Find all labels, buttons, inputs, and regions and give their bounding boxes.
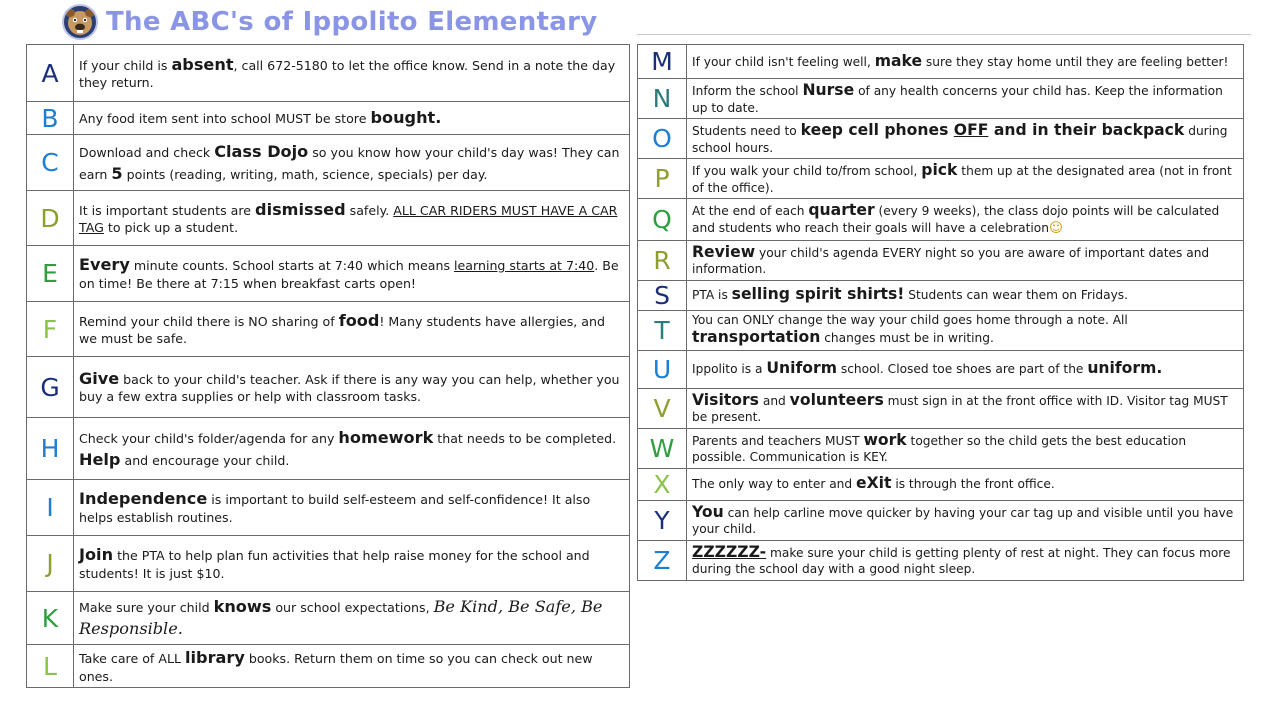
row-letter: R	[638, 240, 687, 280]
text-segment: is through the front office.	[891, 477, 1055, 492]
text-segment: our school expectations,	[271, 600, 434, 616]
page-header	[58, 0, 618, 44]
keyword: 5	[111, 163, 123, 183]
text-segment: learning starts at 7:40	[454, 258, 595, 274]
abc-row-q	[638, 199, 1244, 241]
keyword: knows	[213, 597, 272, 617]
keyword: OFF	[953, 121, 989, 140]
text-segment: back to your child's teacher. Ask if there is any way you can help, whether you buy a few extra supplies or help with classroom tasks.	[79, 371, 620, 405]
row-text	[687, 428, 1244, 468]
text-segment: Take care of ALL	[79, 651, 186, 666]
text-segment: ALL CAR RIDERS MUST HAVE A CAR TAG	[79, 202, 618, 236]
row-letter: N	[638, 79, 687, 119]
keyword: Help	[79, 449, 121, 469]
row-text	[687, 240, 1244, 280]
row-text	[687, 350, 1244, 388]
keyword: Class Dojo	[214, 141, 309, 161]
text-segment: school. Closed toe shoes are part of the	[836, 362, 1088, 377]
row-letter: V	[638, 388, 687, 428]
text-segment: (every 9 weeks), the class dojo points will be calculated and students who reach their goals will have a celebration	[692, 204, 1220, 235]
text-segment: If your child isn't feeling well,	[692, 54, 875, 69]
row-letter: H	[27, 418, 74, 480]
row-text	[74, 645, 630, 688]
abc-table-right	[637, 44, 1244, 581]
abc-row-i	[27, 480, 630, 536]
abc-row-f	[27, 302, 630, 357]
text-segment: . Be on time! Be there at 7:15 when breakfast carts open!	[79, 258, 619, 291]
text-segment: minute counts. School starts at 7:40 which means	[129, 258, 455, 274]
row-text	[74, 102, 630, 135]
row-text	[687, 159, 1244, 199]
abc-row-s	[638, 280, 1244, 310]
text-segment: the PTA to help plan fun activities that help raise money for the school and students! It is just $10.	[79, 548, 590, 581]
keyword: Visitors	[692, 390, 759, 409]
row-text	[74, 45, 630, 102]
text-segment: The only way to enter and	[692, 477, 857, 492]
text-segment: ! Many students have allergies, and we must be safe.	[79, 313, 605, 347]
abc-row-l	[27, 645, 630, 688]
smiley-icon: ☺	[1048, 220, 1063, 236]
text-segment: together so the child gets the best education possible. Communication is KEY.	[692, 433, 1187, 465]
text-segment: during school hours.	[692, 124, 1228, 155]
keyword: uniform.	[1087, 359, 1163, 378]
keyword: quarter	[808, 201, 875, 220]
row-letter: T	[638, 310, 687, 350]
row-letter: E	[27, 246, 74, 302]
row-letter: A	[27, 45, 74, 102]
text-segment: Make sure your child	[79, 600, 214, 616]
text-segment: so you know how your child's day was! They can earn	[79, 144, 620, 182]
abc-row-r	[638, 240, 1244, 280]
row-letter: C	[27, 135, 74, 191]
keyword: bought.	[370, 108, 442, 128]
keyword: make	[874, 51, 923, 70]
text-segment: Be Kind, Be Safe, Be Responsible.	[79, 597, 603, 638]
row-text	[74, 536, 630, 592]
row-text	[74, 191, 630, 246]
abc-row-o	[638, 119, 1244, 159]
row-text	[74, 357, 630, 418]
row-text	[74, 135, 630, 191]
abc-row-m	[638, 45, 1244, 79]
row-letter: L	[27, 645, 74, 688]
keyword: eXit	[856, 474, 892, 493]
keyword: keep cell phones	[800, 121, 954, 140]
row-letter: K	[27, 592, 74, 645]
keyword: food	[338, 310, 380, 330]
abc-row-u	[638, 350, 1244, 388]
abc-row-d	[27, 191, 630, 246]
row-text	[74, 592, 630, 645]
row-letter: D	[27, 191, 74, 246]
text-segment: Check your child's folder/agenda for any	[79, 430, 339, 446]
text-segment: Ippolito is a	[692, 362, 767, 377]
abc-row-x	[638, 468, 1244, 500]
text-segment: Inform the school	[692, 84, 803, 98]
row-text	[687, 199, 1244, 241]
row-letter: I	[27, 480, 74, 536]
row-letter: J	[27, 536, 74, 592]
row-letter: O	[638, 119, 687, 159]
row-letter: P	[638, 159, 687, 199]
keyword: transportation	[692, 328, 821, 347]
text-segment: changes must be in writing.	[820, 331, 994, 346]
keyword: pick	[921, 161, 958, 180]
text-segment: that needs to be completed.	[433, 430, 617, 446]
keyword: ZZZZZZ-	[692, 542, 767, 561]
keyword: Review	[692, 242, 756, 261]
text-segment: Parents and teachers MUST	[692, 433, 864, 448]
row-text	[687, 79, 1244, 119]
bulldog-mascot-icon	[58, 2, 102, 42]
text-segment: your child's agenda EVERY night so you are aware of important dates and information.	[692, 245, 1210, 277]
row-text	[687, 500, 1244, 540]
row-letter: X	[638, 468, 687, 500]
abc-row-b	[27, 102, 630, 135]
abc-row-k	[27, 592, 630, 645]
keyword: dismissed	[255, 199, 346, 219]
row-text	[687, 310, 1244, 350]
text-segment: If you walk your child to/from school,	[692, 164, 922, 179]
row-text	[74, 302, 630, 357]
keyword: homework	[338, 427, 434, 447]
row-text	[687, 280, 1244, 310]
text-segment: Any food item sent into school MUST be store	[79, 111, 371, 127]
text-segment: of any health concerns your child has. Keep the information up to date.	[692, 84, 1223, 115]
keyword: Independence	[79, 489, 208, 509]
keyword: Uniform	[766, 359, 837, 378]
abc-row-z	[638, 540, 1244, 580]
abc-row-t	[638, 310, 1244, 350]
text-segment: You can ONLY change the way your child goes home through a note. All	[692, 312, 1128, 327]
abc-row-w	[638, 428, 1244, 468]
text-segment: books. Return them on time so you can check out new ones.	[79, 651, 593, 684]
row-letter: F	[27, 302, 74, 357]
text-segment: safely.	[345, 202, 394, 218]
text-segment: them up at the designated area (not in front of the office).	[692, 164, 1232, 195]
row-text	[687, 468, 1244, 500]
keyword: Join	[79, 545, 114, 565]
keyword: library	[185, 648, 245, 667]
keyword: Nurse	[802, 81, 855, 99]
text-segment: Students can wear them on Fridays.	[904, 288, 1129, 303]
abc-row-y	[638, 500, 1244, 540]
row-text	[74, 246, 630, 302]
keyword: and in their backpack	[988, 121, 1185, 140]
row-text	[687, 388, 1244, 428]
row-text	[687, 540, 1244, 580]
row-letter: U	[638, 350, 687, 388]
text-segment: make sure your child is getting plenty of rest at night. They can focus more during the school day with a good night sleep.	[692, 545, 1231, 577]
text-segment: , call 672-5180 to let the office know. Send in a note the day they return.	[79, 57, 616, 91]
keyword: absent	[171, 54, 234, 74]
row-letter: S	[638, 280, 687, 310]
text-segment: must sign in at the front office with ID. Visitor tag MUST be present.	[692, 393, 1228, 425]
row-letter: B	[27, 102, 74, 135]
abc-row-v	[638, 388, 1244, 428]
text-segment: If your child is	[79, 57, 172, 73]
text-segment: to pick up a student.	[103, 220, 239, 236]
row-letter: Z	[638, 540, 687, 580]
row-letter: G	[27, 357, 74, 418]
abc-table-left	[26, 44, 630, 688]
row-text	[74, 480, 630, 536]
divider	[637, 34, 1251, 35]
text-segment: Remind your child there is NO sharing of	[79, 313, 339, 329]
abc-row-h	[27, 418, 630, 480]
text-segment: It is important students are	[79, 202, 256, 218]
keyword: Give	[79, 368, 120, 388]
row-letter: M	[638, 45, 687, 79]
row-text	[687, 119, 1244, 159]
row-text	[74, 418, 630, 480]
abc-row-j	[27, 536, 630, 592]
text-segment: Download and check	[79, 144, 215, 160]
row-letter: W	[638, 428, 687, 468]
keyword: volunteers	[789, 390, 884, 409]
abc-row-g	[27, 357, 630, 418]
text-segment: Students need to	[692, 124, 801, 139]
keyword: You	[692, 502, 724, 521]
text-segment: and encourage your child.	[120, 452, 290, 468]
text-segment: points (reading, writing, math, science, specials) per day.	[122, 166, 488, 182]
text-segment: sure they stay home until they are feeling better!	[922, 54, 1229, 69]
page-title: The ABC's of Ippolito Elementary	[106, 7, 598, 37]
abc-row-c	[27, 135, 630, 191]
text-segment: At the end of each	[692, 204, 809, 219]
row-letter: Q	[638, 199, 687, 241]
keyword: Every	[79, 255, 130, 275]
abc-row-p	[638, 159, 1244, 199]
keyword: work	[863, 430, 907, 449]
row-letter: Y	[638, 500, 687, 540]
text-segment: and	[758, 393, 790, 408]
abc-row-e	[27, 246, 630, 302]
abc-row-n	[638, 79, 1244, 119]
text-segment: PTA is	[692, 288, 732, 303]
text-segment: is important to build self-esteem and self-confidence! It also helps establish routines.	[79, 492, 591, 525]
text-segment: can help carline move quicker by having your car tag up and visible until you have your child.	[692, 505, 1234, 537]
row-text	[687, 45, 1244, 79]
abc-row-a	[27, 45, 630, 102]
keyword: selling spirit shirts!	[731, 285, 905, 304]
